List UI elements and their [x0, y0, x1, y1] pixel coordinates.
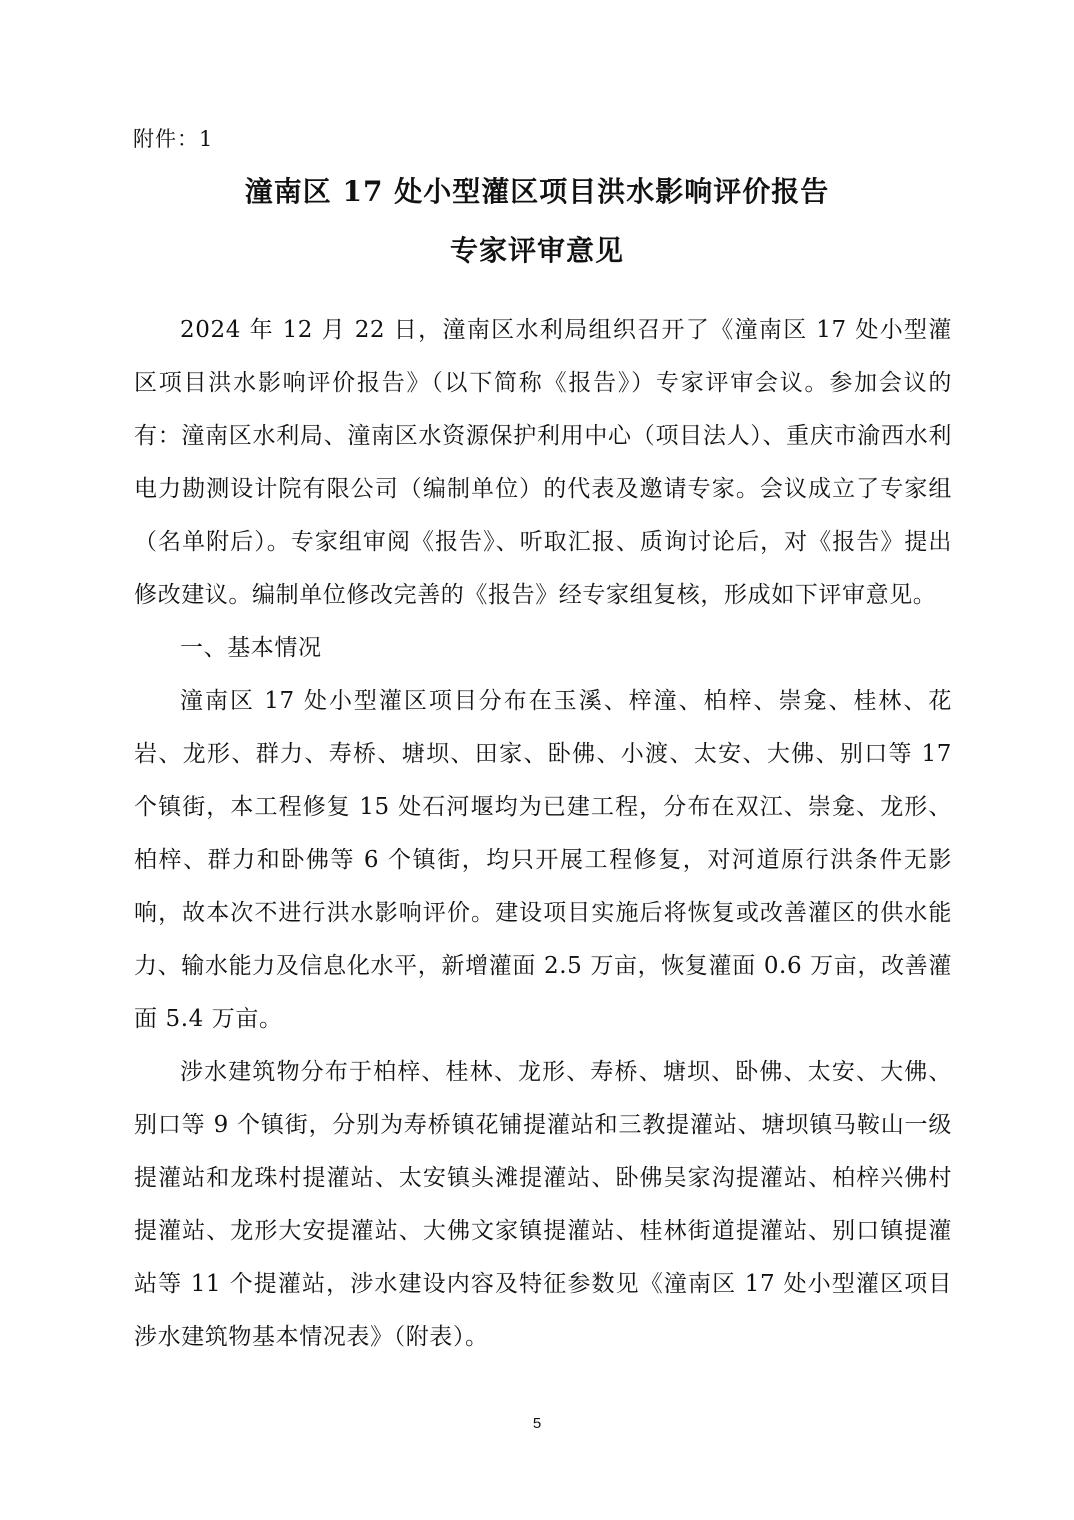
project-distribution-paragraph: 潼南区 17 处小型灌区项目分布在玉溪、梓潼、柏梓、崇龛、桂林、花岩、龙形、群力、寿桥、塘坝、田家、卧佛、小渡、太安、大佛、别口等 17 个镇街，本工程修复 15 处石河堰均为已建工程，分布在双江、崇龛、龙形、柏梓、群力和卧佛等 6 个镇街，均只开展工程修复，对河道原行洪条件无影响，故本次不进行洪水影响评价。建设项目实施后将恢复或改善灌区的供水能力、输水能力及信息化水平，新增灌面 2.5 万亩，恢复灌面 0.6 万亩，改善灌面 5.4 万亩。: [134, 688, 952, 1032]
document-body: [134, 304, 952, 1364]
page-number: 5: [532, 1415, 542, 1432]
intro-paragraph: 2024 年 12 月 22 日，潼南区水利局组织召开了《潼南区 17 处小型灌区项目洪水影响评价报告》（以下简称《报告》）专家评审会议。参加会议的有：潼南区水利局、潼南区水资源保护利用中心（项目法人）、重庆市渝西水利电力勘测设计院有限公司（编制单位）的代表及邀请专家。会议成立了专家组（名单附后）。专家组审阅《报告》、听取汇报、质询讨论后，对《报告》提出修改建议。编制单位修改完善的《报告》经专家组复核，形成如下评审意见。: [134, 317, 952, 608]
document-subtitle: 专家评审意见: [449, 234, 624, 267]
attachment-label: 附件：1: [133, 127, 214, 151]
section-heading-basic-info: 一、基本情况: [180, 635, 322, 661]
water-structures-paragraph: 涉水建筑物分布于柏梓、桂林、龙形、寿桥、塘坝、卧佛、太安、大佛、别口等 9 个镇街，分别为寿桥镇花铺提灌站和三教提灌站、塘坝镇马鞍山一级提灌站和龙珠村提灌站、太安镇头滩提灌站、卧佛吴家沟提灌站、柏梓兴佛村提灌站、龙形大安提灌站、大佛文家镇提灌站、桂林街道提灌站、别口镇提灌站等 11 个提灌站，涉水建设内容及特征参数见《潼南区 17 处小型灌区项目涉水建筑物基本情况表》（附表）。: [134, 1059, 952, 1350]
document-title: 潼南区 17 处小型灌区项目洪水影响评价报告: [244, 175, 830, 208]
